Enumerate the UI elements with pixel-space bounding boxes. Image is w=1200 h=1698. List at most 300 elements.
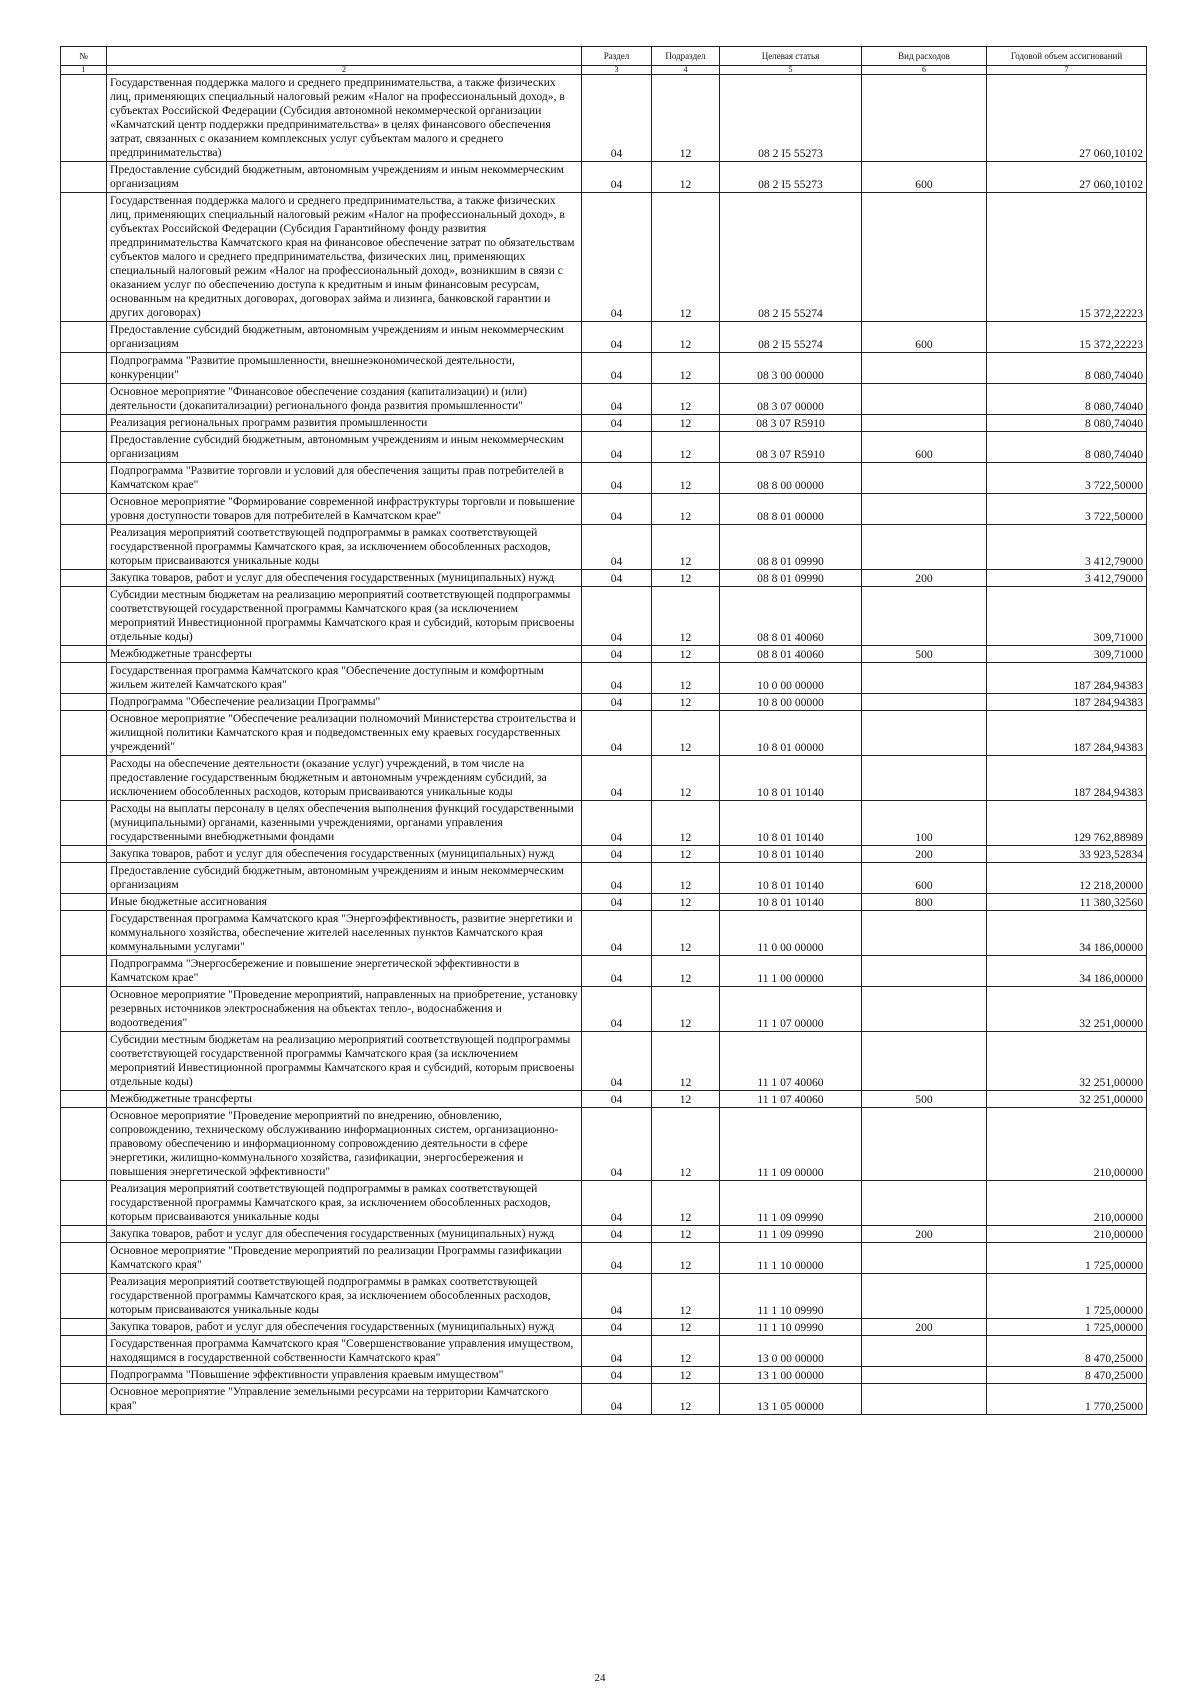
row-podrazdel-cell: 12 bbox=[652, 353, 720, 384]
row-number-cell bbox=[61, 1226, 107, 1243]
table-row bbox=[61, 1367, 1147, 1384]
row-razdel-cell: 04 bbox=[582, 322, 652, 353]
row-number-cell bbox=[61, 1243, 107, 1274]
row-tselevaya-cell: 08 8 01 09990 bbox=[720, 525, 862, 570]
row-podrazdel-cell: 12 bbox=[652, 863, 720, 894]
row-name-cell: Подпрограмма "Энергосбережение и повышение энергетической эффективности в Камчатском крае" bbox=[107, 956, 582, 987]
row-tselevaya-cell: 10 8 01 00000 bbox=[720, 711, 862, 756]
row-vid-cell bbox=[862, 1367, 987, 1384]
row-tselevaya-cell: 08 2 I5 55274 bbox=[720, 193, 862, 322]
row-name-cell: Закупка товаров, работ и услуг для обеспечения государственных (муниципальных) нужд bbox=[107, 846, 582, 863]
table-header-row bbox=[61, 47, 1147, 66]
row-tselevaya-cell: 08 2 I5 55274 bbox=[720, 322, 862, 353]
row-name-cell: Основное мероприятие "Проведение мероприятий по внедрению, обновлению, сопровождению, техническому обслуживанию информационных систем, организационно-правовому обеспечению и информационному сопровождению деятельности в сфере энергетики, жилищно-коммунального хозяйства, газификации, энергосбережения и повышения энергетической эффективности" bbox=[107, 1108, 582, 1181]
table-row bbox=[61, 353, 1147, 384]
row-razdel-cell: 04 bbox=[582, 1032, 652, 1091]
row-number-cell bbox=[61, 911, 107, 956]
row-tselevaya-cell: 08 3 07 00000 bbox=[720, 384, 862, 415]
header-name bbox=[107, 47, 582, 66]
header-number: № bbox=[61, 47, 107, 66]
row-amount-cell: 1 725,00000 bbox=[987, 1274, 1147, 1319]
row-vid-cell bbox=[862, 1243, 987, 1274]
row-amount-cell: 8 080,74040 bbox=[987, 415, 1147, 432]
row-amount-cell: 32 251,00000 bbox=[987, 1032, 1147, 1091]
row-amount-cell: 3 412,79000 bbox=[987, 525, 1147, 570]
row-name-cell: Основное мероприятие "Проведение мероприятий, направленных на приобретение, установку резервных источников электроснабжения на объектах тепло-, водоснабжения и водоотведения" bbox=[107, 987, 582, 1032]
row-razdel-cell: 04 bbox=[582, 756, 652, 801]
row-number-cell bbox=[61, 193, 107, 322]
row-number-cell bbox=[61, 1032, 107, 1091]
row-amount-cell: 33 923,52834 bbox=[987, 846, 1147, 863]
row-podrazdel-cell: 12 bbox=[652, 463, 720, 494]
row-amount-cell: 187 284,94383 bbox=[987, 694, 1147, 711]
row-podrazdel-cell: 12 bbox=[652, 415, 720, 432]
row-tselevaya-cell: 11 1 09 09990 bbox=[720, 1226, 862, 1243]
row-razdel-cell: 04 bbox=[582, 956, 652, 987]
header-godovoy: Годовой объем ассигнований bbox=[987, 47, 1147, 66]
row-razdel-cell: 04 bbox=[582, 694, 652, 711]
row-number-cell bbox=[61, 384, 107, 415]
row-razdel-cell: 04 bbox=[582, 646, 652, 663]
row-amount-cell: 27 060,10102 bbox=[987, 162, 1147, 193]
row-name-cell: Межбюджетные трансферты bbox=[107, 1091, 582, 1108]
row-number-cell bbox=[61, 587, 107, 646]
row-name-cell: Основное мероприятие "Обеспечение реализации полномочий Министерства строительства и жилищной политики Камчатского края и подведомственных ему краевых государственных учреждений" bbox=[107, 711, 582, 756]
row-name-cell: Закупка товаров, работ и услуг для обеспечения государственных (муниципальных) нужд bbox=[107, 1226, 582, 1243]
row-name-cell: Подпрограмма "Повышение эффективности управления краевым имуществом" bbox=[107, 1367, 582, 1384]
row-tselevaya-cell: 11 1 10 00000 bbox=[720, 1243, 862, 1274]
row-number-cell bbox=[61, 1367, 107, 1384]
row-tselevaya-cell: 13 0 00 00000 bbox=[720, 1336, 862, 1367]
row-vid-cell bbox=[862, 663, 987, 694]
row-vid-cell bbox=[862, 911, 987, 956]
table-row bbox=[61, 525, 1147, 570]
row-vid-cell bbox=[862, 711, 987, 756]
table-row bbox=[61, 711, 1147, 756]
column-number: 4 bbox=[652, 66, 720, 75]
row-razdel-cell: 04 bbox=[582, 863, 652, 894]
row-razdel-cell: 04 bbox=[582, 193, 652, 322]
row-amount-cell: 32 251,00000 bbox=[987, 987, 1147, 1032]
row-amount-cell: 210,00000 bbox=[987, 1226, 1147, 1243]
row-tselevaya-cell: 11 1 10 09990 bbox=[720, 1274, 862, 1319]
row-amount-cell: 3 722,50000 bbox=[987, 463, 1147, 494]
row-name-cell: Реализация мероприятий соответствующей подпрограммы в рамках соответствующей государственной программы Камчатского края, за исключением обособленных расходов, которым присваиваются уникальные коды bbox=[107, 525, 582, 570]
row-vid-cell bbox=[862, 1108, 987, 1181]
row-amount-cell: 8 470,25000 bbox=[987, 1336, 1147, 1367]
row-vid-cell: 600 bbox=[862, 863, 987, 894]
row-vid-cell: 100 bbox=[862, 801, 987, 846]
row-podrazdel-cell: 12 bbox=[652, 1032, 720, 1091]
row-number-cell bbox=[61, 1181, 107, 1226]
row-razdel-cell: 04 bbox=[582, 1226, 652, 1243]
row-name-cell: Государственная программа Камчатского края "Совершенствование управления имуществом, находящимся в государственной собственности Камчатского края" bbox=[107, 1336, 582, 1367]
row-vid-cell bbox=[862, 415, 987, 432]
row-podrazdel-cell: 12 bbox=[652, 587, 720, 646]
table-row bbox=[61, 570, 1147, 587]
row-vid-cell bbox=[862, 956, 987, 987]
row-tselevaya-cell: 08 8 01 40060 bbox=[720, 646, 862, 663]
column-number: 7 bbox=[987, 66, 1147, 75]
table-row bbox=[61, 1274, 1147, 1319]
table-row bbox=[61, 1091, 1147, 1108]
row-vid-cell bbox=[862, 1336, 987, 1367]
row-tselevaya-cell: 10 8 01 10140 bbox=[720, 846, 862, 863]
row-amount-cell: 15 372,22223 bbox=[987, 193, 1147, 322]
row-vid-cell bbox=[862, 1384, 987, 1415]
row-podrazdel-cell: 12 bbox=[652, 711, 720, 756]
row-name-cell: Межбюджетные трансферты bbox=[107, 646, 582, 663]
row-razdel-cell: 04 bbox=[582, 1243, 652, 1274]
header-tselevaya: Целевая статья bbox=[720, 47, 862, 66]
row-vid-cell: 500 bbox=[862, 1091, 987, 1108]
row-podrazdel-cell: 12 bbox=[652, 663, 720, 694]
row-amount-cell: 3 722,50000 bbox=[987, 494, 1147, 525]
row-amount-cell: 129 762,88989 bbox=[987, 801, 1147, 846]
row-podrazdel-cell: 12 bbox=[652, 956, 720, 987]
table-row bbox=[61, 1319, 1147, 1336]
row-name-cell: Расходы на выплаты персоналу в целях обеспечения выполнения функций государственными (муниципальными) органами, казенными учреждениями, органами управления государственными внебюджетными фондами bbox=[107, 801, 582, 846]
row-razdel-cell: 04 bbox=[582, 987, 652, 1032]
header-podrazdel: Подраздел bbox=[652, 47, 720, 66]
row-name-cell: Государственная поддержка малого и среднего предпринимательства, а также физических лиц, применяющих специальный налоговый режим «Налог на профессиональный доход», в субъектах Российской Федерации (Субсидия автономной некоммерческой организации «Камчатский центр поддержки предпринимательства» в целях финансового обеспечения затрат, связанных с оказанием комплексных услуг субъектам малого и среднего предпринимательства) bbox=[107, 75, 582, 162]
row-vid-cell: 200 bbox=[862, 1226, 987, 1243]
table-row bbox=[61, 863, 1147, 894]
header-vid: Вид расходов bbox=[862, 47, 987, 66]
row-amount-cell: 210,00000 bbox=[987, 1108, 1147, 1181]
row-podrazdel-cell: 12 bbox=[652, 162, 720, 193]
row-tselevaya-cell: 11 1 07 00000 bbox=[720, 987, 862, 1032]
row-amount-cell: 187 284,94383 bbox=[987, 756, 1147, 801]
row-name-cell: Государственная программа Камчатского края "Обеспечение доступным и комфортным жильем жителей Камчатского края" bbox=[107, 663, 582, 694]
row-name-cell: Субсидии местным бюджетам на реализацию мероприятий соответствующей подпрограммы соответствующей государственной программы Камчатского края (за исключением мероприятий Инвестиционной программы Камчатского края и субсидий, которым присвоены отдельные коды) bbox=[107, 1032, 582, 1091]
row-podrazdel-cell: 12 bbox=[652, 987, 720, 1032]
row-number-cell bbox=[61, 846, 107, 863]
row-tselevaya-cell: 11 1 09 00000 bbox=[720, 1108, 862, 1181]
row-tselevaya-cell: 08 8 01 09990 bbox=[720, 570, 862, 587]
row-podrazdel-cell: 12 bbox=[652, 1384, 720, 1415]
row-vid-cell: 600 bbox=[862, 322, 987, 353]
row-razdel-cell: 04 bbox=[582, 846, 652, 863]
row-name-cell: Основное мероприятие "Управление земельными ресурсами на территории Камчатского края" bbox=[107, 1384, 582, 1415]
column-number: 6 bbox=[862, 66, 987, 75]
row-razdel-cell: 04 bbox=[582, 1336, 652, 1367]
row-number-cell bbox=[61, 353, 107, 384]
row-razdel-cell: 04 bbox=[582, 894, 652, 911]
row-razdel-cell: 04 bbox=[582, 801, 652, 846]
table-row bbox=[61, 494, 1147, 525]
row-number-cell bbox=[61, 1384, 107, 1415]
row-razdel-cell: 04 bbox=[582, 587, 652, 646]
table-row bbox=[61, 801, 1147, 846]
row-amount-cell: 1 770,25000 bbox=[987, 1384, 1147, 1415]
row-podrazdel-cell: 12 bbox=[652, 894, 720, 911]
row-podrazdel-cell: 12 bbox=[652, 322, 720, 353]
row-podrazdel-cell: 12 bbox=[652, 846, 720, 863]
row-amount-cell: 8 080,74040 bbox=[987, 432, 1147, 463]
row-number-cell bbox=[61, 646, 107, 663]
table-row bbox=[61, 1336, 1147, 1367]
table-row bbox=[61, 846, 1147, 863]
row-podrazdel-cell: 12 bbox=[652, 1243, 720, 1274]
row-podrazdel-cell: 12 bbox=[652, 1091, 720, 1108]
table-row bbox=[61, 1243, 1147, 1274]
row-tselevaya-cell: 08 2 I5 55273 bbox=[720, 162, 862, 193]
row-amount-cell: 34 186,00000 bbox=[987, 956, 1147, 987]
row-podrazdel-cell: 12 bbox=[652, 525, 720, 570]
column-number: 2 bbox=[107, 66, 582, 75]
row-razdel-cell: 04 bbox=[582, 911, 652, 956]
row-amount-cell: 8 080,74040 bbox=[987, 353, 1147, 384]
row-razdel-cell: 04 bbox=[582, 162, 652, 193]
row-name-cell: Предоставление субсидий бюджетным, автономным учреждениям и иным некоммерческим организациям bbox=[107, 162, 582, 193]
row-number-cell bbox=[61, 801, 107, 846]
row-number-cell bbox=[61, 75, 107, 162]
table-row bbox=[61, 987, 1147, 1032]
row-razdel-cell: 04 bbox=[582, 432, 652, 463]
row-name-cell: Основное мероприятие "Финансовое обеспечение создания (капитализации) и (или) деятельности (докапитализации) регионального фонда развития промышленности" bbox=[107, 384, 582, 415]
row-number-cell bbox=[61, 463, 107, 494]
table-row bbox=[61, 463, 1147, 494]
table-row bbox=[61, 956, 1147, 987]
table-row bbox=[61, 663, 1147, 694]
table-row bbox=[61, 894, 1147, 911]
row-number-cell bbox=[61, 415, 107, 432]
row-amount-cell: 11 380,32560 bbox=[987, 894, 1147, 911]
row-tselevaya-cell: 08 8 00 00000 bbox=[720, 463, 862, 494]
row-tselevaya-cell: 11 0 00 00000 bbox=[720, 911, 862, 956]
row-razdel-cell: 04 bbox=[582, 1319, 652, 1336]
row-number-cell bbox=[61, 432, 107, 463]
row-vid-cell bbox=[862, 694, 987, 711]
row-number-cell bbox=[61, 956, 107, 987]
row-amount-cell: 34 186,00000 bbox=[987, 911, 1147, 956]
row-vid-cell bbox=[862, 75, 987, 162]
row-number-cell bbox=[61, 894, 107, 911]
table-row bbox=[61, 756, 1147, 801]
table-row bbox=[61, 646, 1147, 663]
header-razdel: Раздел bbox=[582, 47, 652, 66]
row-amount-cell: 15 372,22223 bbox=[987, 322, 1147, 353]
row-vid-cell: 200 bbox=[862, 846, 987, 863]
table-row bbox=[61, 415, 1147, 432]
column-number-row bbox=[61, 66, 1147, 75]
row-podrazdel-cell: 12 bbox=[652, 75, 720, 162]
row-podrazdel-cell: 12 bbox=[652, 1367, 720, 1384]
row-podrazdel-cell: 12 bbox=[652, 1274, 720, 1319]
column-number: 1 bbox=[61, 66, 107, 75]
table-row bbox=[61, 694, 1147, 711]
row-tselevaya-cell: 08 2 I5 55273 bbox=[720, 75, 862, 162]
row-number-cell bbox=[61, 494, 107, 525]
row-number-cell bbox=[61, 711, 107, 756]
row-vid-cell: 500 bbox=[862, 646, 987, 663]
row-amount-cell: 8 470,25000 bbox=[987, 1367, 1147, 1384]
row-podrazdel-cell: 12 bbox=[652, 432, 720, 463]
row-razdel-cell: 04 bbox=[582, 1108, 652, 1181]
table-row bbox=[61, 162, 1147, 193]
row-razdel-cell: 04 bbox=[582, 415, 652, 432]
row-name-cell: Предоставление субсидий бюджетным, автономным учреждениям и иным некоммерческим организациям bbox=[107, 322, 582, 353]
row-razdel-cell: 04 bbox=[582, 1384, 652, 1415]
row-razdel-cell: 04 bbox=[582, 525, 652, 570]
row-name-cell: Государственная поддержка малого и среднего предпринимательства, а также физических лиц, применяющих специальный налоговый режим «Налог на профессиональный доход», в субъектах Российской Федерации (Субсидия Гарантийному фонду развития предпринимательства Камчатского края на финансовое обеспечение затрат по обязательствам субъектов малого и среднего предпринимательства, физических лиц, применяющих специальный налоговый режим «Налог на профессиональный доход», возникшим в связи с оказанием услуг по обеспечению доступа к кредитным и иным финансовым ресурсам, основанным на кредитных договорах, договорах займа и лизинга, банковской гарантии и других договорах) bbox=[107, 193, 582, 322]
row-razdel-cell: 04 bbox=[582, 353, 652, 384]
row-vid-cell bbox=[862, 1032, 987, 1091]
row-vid-cell bbox=[862, 193, 987, 322]
row-number-cell bbox=[61, 322, 107, 353]
row-razdel-cell: 04 bbox=[582, 494, 652, 525]
row-tselevaya-cell: 11 1 10 09990 bbox=[720, 1319, 862, 1336]
table-row bbox=[61, 193, 1147, 322]
row-podrazdel-cell: 12 bbox=[652, 911, 720, 956]
row-name-cell: Реализация мероприятий соответствующей подпрограммы в рамках соответствующей государственной программы Камчатского края, за исключением обособленных расходов, которым присваиваются уникальные коды bbox=[107, 1274, 582, 1319]
row-amount-cell: 187 284,94383 bbox=[987, 663, 1147, 694]
row-amount-cell: 32 251,00000 bbox=[987, 1091, 1147, 1108]
row-name-cell: Основное мероприятие "Формирование современной инфраструктуры торговли и повышение уровня доступности товаров для потребителей в Камчатском крае" bbox=[107, 494, 582, 525]
row-tselevaya-cell: 11 1 09 09990 bbox=[720, 1181, 862, 1226]
row-number-cell bbox=[61, 1108, 107, 1181]
row-name-cell: Расходы на обеспечение деятельности (оказание услуг) учреждений, в том числе на предоставление государственным бюджетным и автономным учреждениям субсидий, за исключением обособленных расходов, которым присваиваются уникальные коды bbox=[107, 756, 582, 801]
row-number-cell bbox=[61, 663, 107, 694]
row-podrazdel-cell: 12 bbox=[652, 193, 720, 322]
row-tselevaya-cell: 11 1 07 40060 bbox=[720, 1032, 862, 1091]
row-tselevaya-cell: 13 1 00 00000 bbox=[720, 1367, 862, 1384]
row-vid-cell bbox=[862, 353, 987, 384]
row-tselevaya-cell: 08 3 00 00000 bbox=[720, 353, 862, 384]
row-number-cell bbox=[61, 162, 107, 193]
row-vid-cell: 600 bbox=[862, 162, 987, 193]
row-podrazdel-cell: 12 bbox=[652, 1181, 720, 1226]
page-number: 24 bbox=[594, 1672, 606, 1684]
row-podrazdel-cell: 12 bbox=[652, 1336, 720, 1367]
row-tselevaya-cell: 10 8 01 10140 bbox=[720, 801, 862, 846]
row-number-cell bbox=[61, 756, 107, 801]
row-vid-cell bbox=[862, 384, 987, 415]
column-number: 5 bbox=[720, 66, 862, 75]
row-number-cell bbox=[61, 1336, 107, 1367]
row-tselevaya-cell: 10 8 00 00000 bbox=[720, 694, 862, 711]
row-number-cell bbox=[61, 694, 107, 711]
row-tselevaya-cell: 10 0 00 00000 bbox=[720, 663, 862, 694]
row-amount-cell: 8 080,74040 bbox=[987, 384, 1147, 415]
row-amount-cell: 1 725,00000 bbox=[987, 1319, 1147, 1336]
row-vid-cell bbox=[862, 463, 987, 494]
table-body bbox=[61, 75, 1147, 1415]
row-amount-cell: 3 412,79000 bbox=[987, 570, 1147, 587]
row-number-cell bbox=[61, 1319, 107, 1336]
row-name-cell: Закупка товаров, работ и услуг для обеспечения государственных (муниципальных) нужд bbox=[107, 570, 582, 587]
row-number-cell bbox=[61, 570, 107, 587]
budget-table-page bbox=[60, 46, 1146, 1415]
row-razdel-cell: 04 bbox=[582, 1367, 652, 1384]
row-podrazdel-cell: 12 bbox=[652, 801, 720, 846]
row-tselevaya-cell: 11 1 00 00000 bbox=[720, 956, 862, 987]
row-razdel-cell: 04 bbox=[582, 75, 652, 162]
row-vid-cell bbox=[862, 987, 987, 1032]
row-vid-cell: 800 bbox=[862, 894, 987, 911]
row-tselevaya-cell: 10 8 01 10140 bbox=[720, 756, 862, 801]
row-razdel-cell: 04 bbox=[582, 1091, 652, 1108]
row-amount-cell: 309,71000 bbox=[987, 587, 1147, 646]
row-vid-cell bbox=[862, 587, 987, 646]
row-name-cell: Субсидии местным бюджетам на реализацию мероприятий соответствующей подпрограммы соответствующей государственной программы Камчатского края (за исключением мероприятий Инвестиционной программы Камчатского края и субсидий, которым присвоены отдельные коды) bbox=[107, 587, 582, 646]
table-row bbox=[61, 1032, 1147, 1091]
table-row bbox=[61, 1108, 1147, 1181]
row-number-cell bbox=[61, 863, 107, 894]
row-amount-cell: 27 060,10102 bbox=[987, 75, 1147, 162]
row-vid-cell bbox=[862, 525, 987, 570]
row-name-cell: Реализация мероприятий соответствующей подпрограммы в рамках соответствующей государственной программы Камчатского края, за исключением обособленных расходов, которым присваиваются уникальные коды bbox=[107, 1181, 582, 1226]
row-podrazdel-cell: 12 bbox=[652, 1108, 720, 1181]
row-razdel-cell: 04 bbox=[582, 663, 652, 694]
row-name-cell: Подпрограмма "Обеспечение реализации Программы" bbox=[107, 694, 582, 711]
table-row bbox=[61, 911, 1147, 956]
table-row bbox=[61, 384, 1147, 415]
row-amount-cell: 210,00000 bbox=[987, 1181, 1147, 1226]
row-number-cell bbox=[61, 525, 107, 570]
row-vid-cell: 200 bbox=[862, 1319, 987, 1336]
table-row bbox=[61, 322, 1147, 353]
row-tselevaya-cell: 08 8 01 40060 bbox=[720, 587, 862, 646]
row-name-cell: Реализация региональных программ развития промышленности bbox=[107, 415, 582, 432]
row-razdel-cell: 04 bbox=[582, 463, 652, 494]
row-vid-cell bbox=[862, 494, 987, 525]
row-vid-cell: 200 bbox=[862, 570, 987, 587]
row-razdel-cell: 04 bbox=[582, 1274, 652, 1319]
row-tselevaya-cell: 13 1 05 00000 bbox=[720, 1384, 862, 1415]
row-tselevaya-cell: 08 3 07 R5910 bbox=[720, 432, 862, 463]
row-tselevaya-cell: 11 1 07 40060 bbox=[720, 1091, 862, 1108]
row-name-cell: Подпрограмма "Развитие торговли и условий для обеспечения защиты прав потребителей в Камчатском крае" bbox=[107, 463, 582, 494]
row-razdel-cell: 04 bbox=[582, 711, 652, 756]
row-amount-cell: 309,71000 bbox=[987, 646, 1147, 663]
row-name-cell: Государственная программа Камчатского края "Энергоэффективность, развитие энергетики и коммунального хозяйства, обеспечение жителей населенных пунктов Камчатского края коммунальными услугами" bbox=[107, 911, 582, 956]
row-name-cell: Иные бюджетные ассигнования bbox=[107, 894, 582, 911]
row-tselevaya-cell: 08 8 01 00000 bbox=[720, 494, 862, 525]
row-amount-cell: 1 725,00000 bbox=[987, 1243, 1147, 1274]
row-podrazdel-cell: 12 bbox=[652, 384, 720, 415]
row-vid-cell: 600 bbox=[862, 432, 987, 463]
row-name-cell: Подпрограмма "Развитие промышленности, внешнеэкономической деятельности, конкуренции" bbox=[107, 353, 582, 384]
row-amount-cell: 187 284,94383 bbox=[987, 711, 1147, 756]
row-amount-cell: 12 218,20000 bbox=[987, 863, 1147, 894]
table-row bbox=[61, 432, 1147, 463]
row-razdel-cell: 04 bbox=[582, 384, 652, 415]
row-podrazdel-cell: 12 bbox=[652, 1226, 720, 1243]
row-number-cell bbox=[61, 1274, 107, 1319]
budget-table bbox=[60, 46, 1147, 1415]
row-podrazdel-cell: 12 bbox=[652, 494, 720, 525]
row-podrazdel-cell: 12 bbox=[652, 694, 720, 711]
row-tselevaya-cell: 08 3 07 R5910 bbox=[720, 415, 862, 432]
row-number-cell bbox=[61, 1091, 107, 1108]
table-row bbox=[61, 1226, 1147, 1243]
table-row bbox=[61, 1384, 1147, 1415]
row-podrazdel-cell: 12 bbox=[652, 570, 720, 587]
row-name-cell: Основное мероприятие "Проведение мероприятий по реализации Программы газификации Камчатского края" bbox=[107, 1243, 582, 1274]
row-podrazdel-cell: 12 bbox=[652, 646, 720, 663]
table-row bbox=[61, 1181, 1147, 1226]
row-tselevaya-cell: 10 8 01 10140 bbox=[720, 863, 862, 894]
row-podrazdel-cell: 12 bbox=[652, 1319, 720, 1336]
row-tselevaya-cell: 10 8 01 10140 bbox=[720, 894, 862, 911]
row-number-cell bbox=[61, 987, 107, 1032]
row-name-cell: Предоставление субсидий бюджетным, автономным учреждениям и иным некоммерческим организациям bbox=[107, 863, 582, 894]
row-vid-cell bbox=[862, 1181, 987, 1226]
row-name-cell: Предоставление субсидий бюджетным, автономным учреждениям и иным некоммерческим организациям bbox=[107, 432, 582, 463]
row-name-cell: Закупка товаров, работ и услуг для обеспечения государственных (муниципальных) нужд bbox=[107, 1319, 582, 1336]
